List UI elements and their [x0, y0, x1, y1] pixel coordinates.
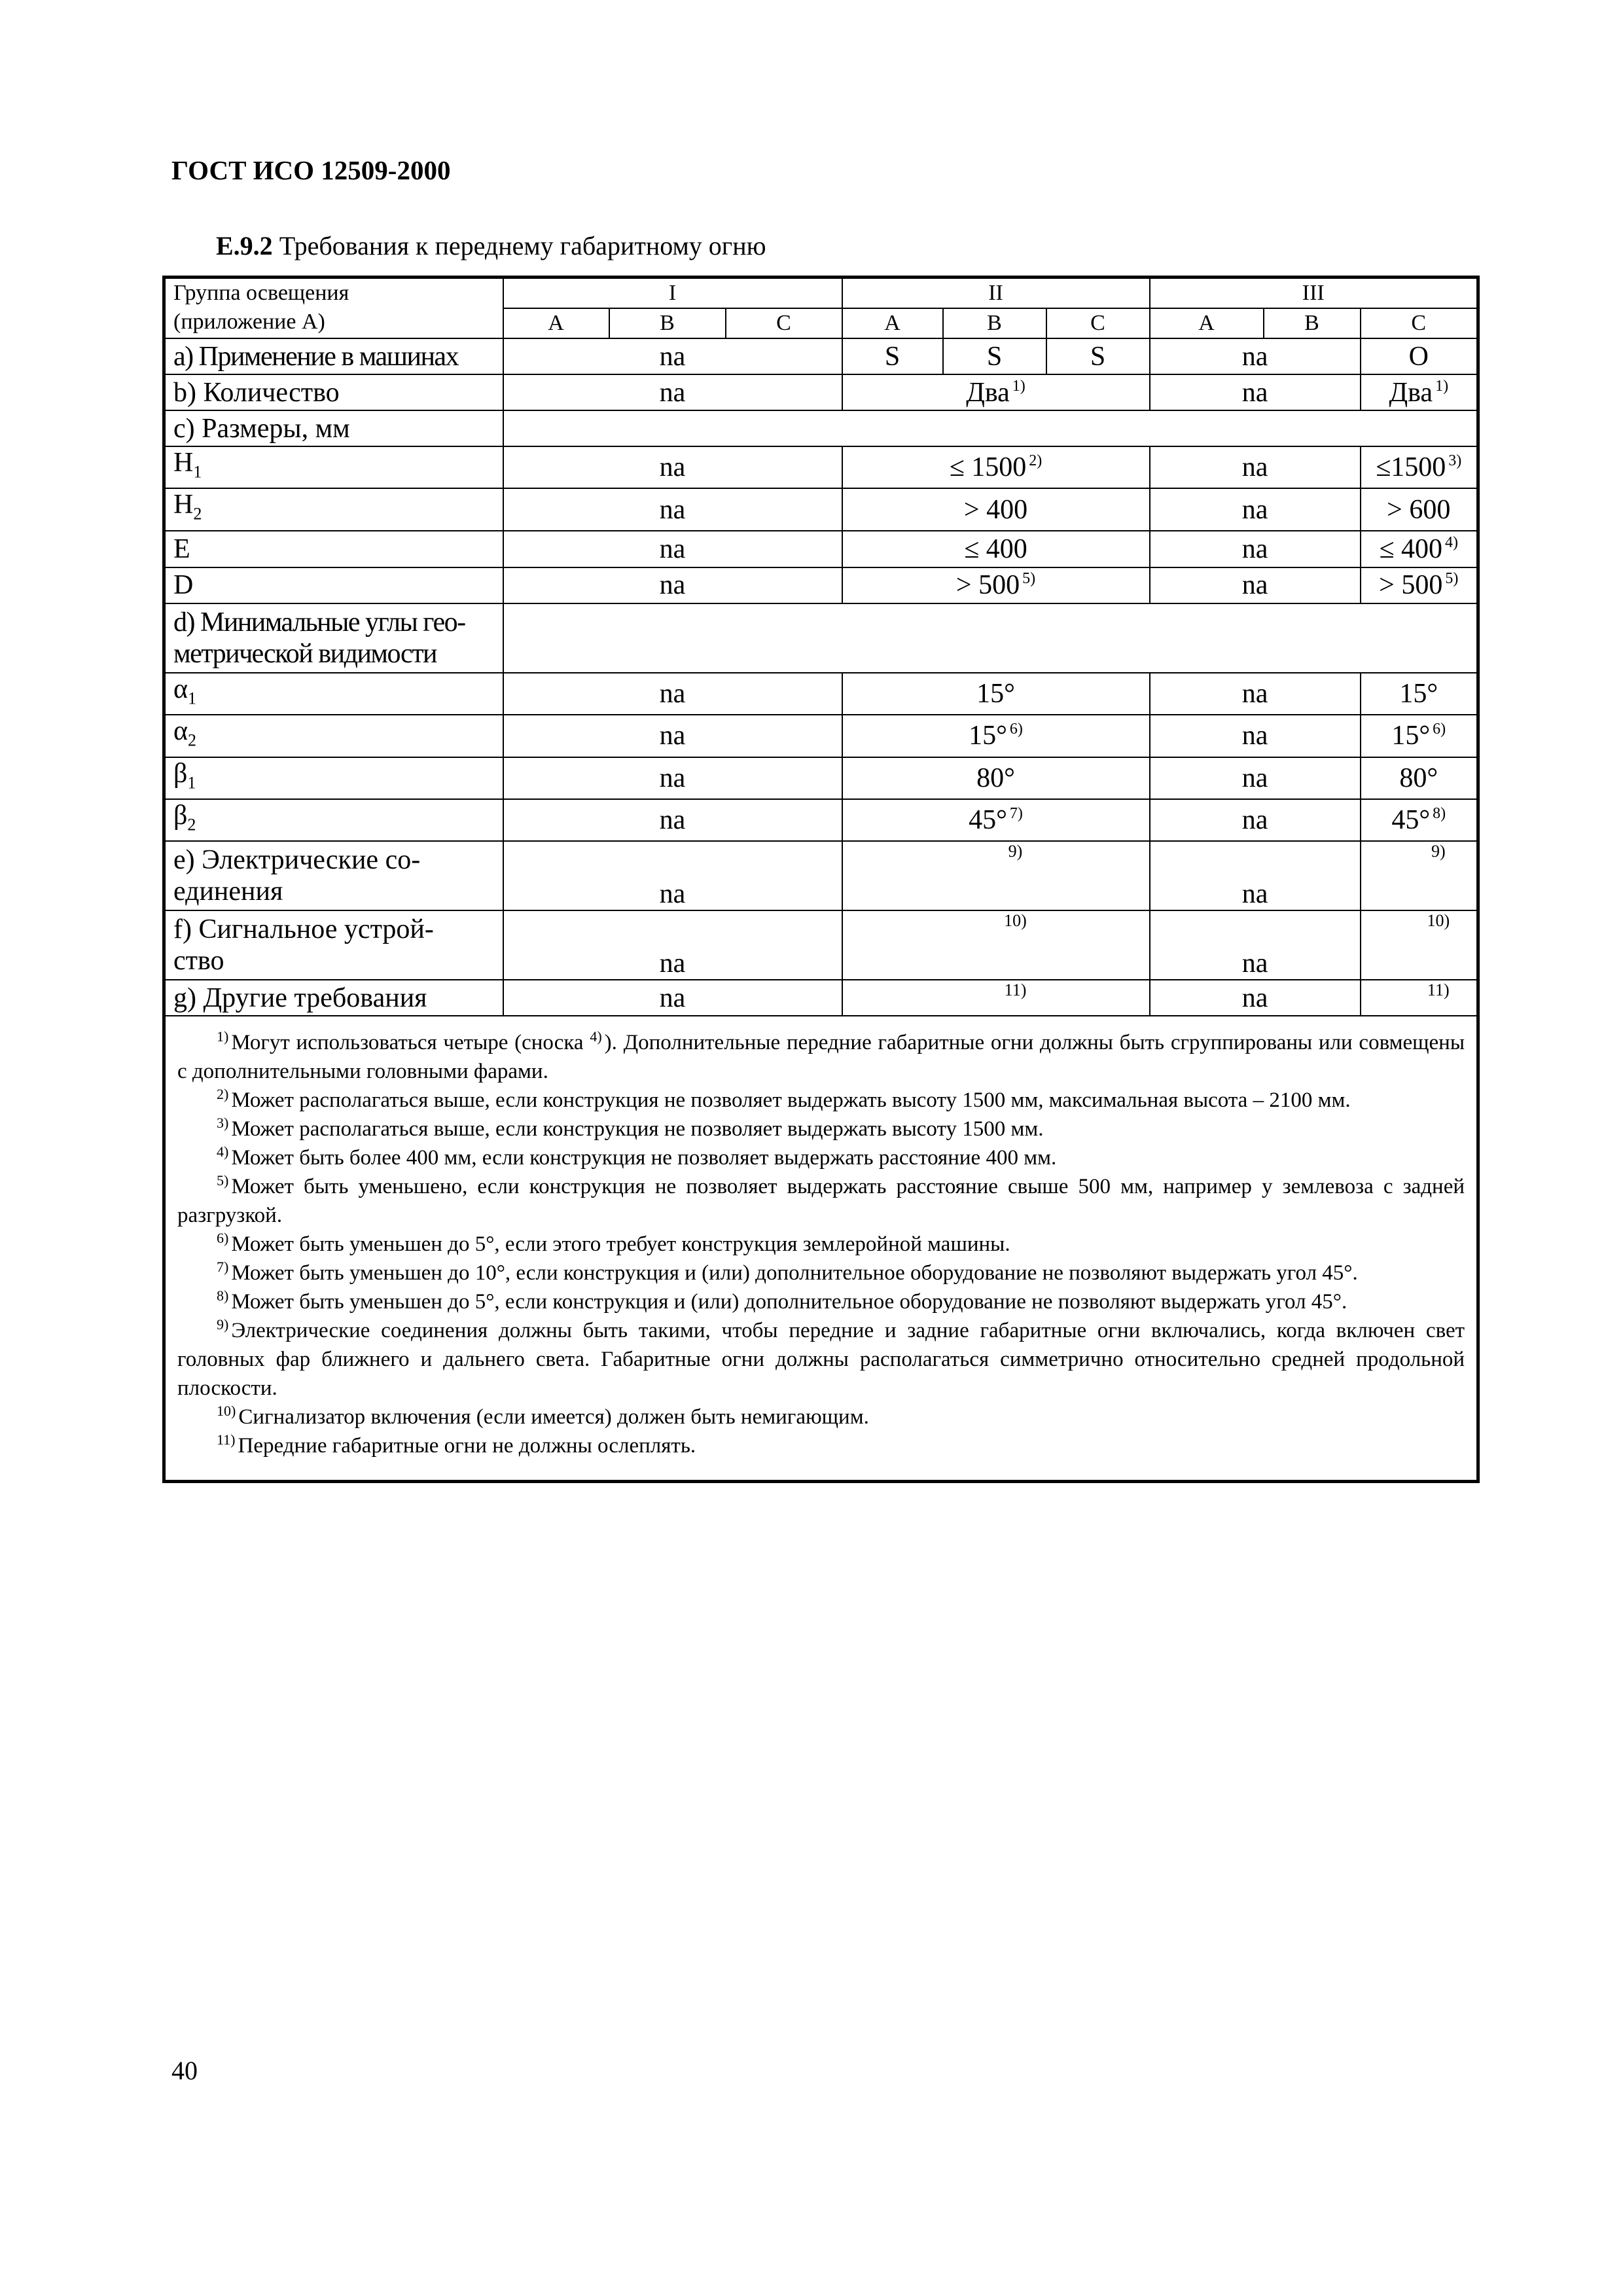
cell-group-3ab: na [1150, 567, 1361, 603]
cell-group-3c [1361, 910, 1478, 980]
cell-group-2b: S [943, 338, 1046, 374]
cell-group-3c: ≤1500 $^{3)}$ [1361, 446, 1478, 488]
cell-group-3c [1361, 980, 1478, 1016]
cell-group-2: Два $^{1)}$ [842, 374, 1150, 410]
footnote-ref: 10) [1427, 911, 1450, 931]
cell-group-3ab: na [1150, 799, 1361, 841]
cell-group-1: na [503, 715, 842, 757]
cell-group-2: 15° [842, 673, 1150, 715]
table-row [164, 980, 1478, 1016]
group-header-3: III [1150, 278, 1478, 309]
cell-group-3c: > 600 [1361, 488, 1478, 530]
table-row [164, 374, 1478, 410]
cell-group-2c: S [1046, 338, 1150, 374]
subgroup-header: C [726, 308, 842, 338]
cell-group-3c: Два $^{1)}$ [1361, 374, 1478, 410]
footnote: $^{11)}$ Передние габаритные огни не должны ослеплять. [217, 1431, 696, 1458]
cell-group-3c: 15° $^{6)}$ [1361, 715, 1478, 757]
cell-group-3c [1361, 841, 1478, 910]
cell-group-1: na [503, 841, 842, 910]
section-number: E.9.2 [216, 231, 273, 260]
cell-group-1: na [503, 757, 842, 799]
footnote: $^{2)}$ Может располагаться выше, если конструкция не позволяет выдержать высоту 1500 мм, максимальная высота – 2100 мм. [217, 1086, 1351, 1113]
table-row [164, 567, 1478, 603]
row-label: b) Количество [164, 374, 503, 410]
group-label-line-1: Группа освещения [173, 281, 349, 305]
row-label: $\alpha_1$ [164, 673, 503, 715]
cell-group-1: na [503, 531, 842, 567]
footnote-ref: 11) [1427, 980, 1450, 1000]
footnote: $^{10)}$ Сигнализатор включения (если имеется) должен быть немигающим. [217, 1403, 869, 1429]
cell-group-3ab: na [1150, 980, 1361, 1016]
cell-group-3ab: na [1150, 488, 1361, 530]
row-label: $\beta_2$ [164, 799, 503, 841]
footnote: $^{5)}$ Может быть уменьшено, если конструкция не позволяет выдержать расстояние свыше 500 мм, например у землевоза с задней разгрузкой. [177, 1172, 1465, 1228]
footnote: $^{3)}$ Может располагаться выше, если конструкция не позволяет выдержать высоту 1500 мм. [217, 1115, 1044, 1141]
cell-group-1: na [503, 673, 842, 715]
table-row [164, 531, 1478, 567]
cell-group-2: 45° $^{7)}$ [842, 799, 1150, 841]
footnote-ref: 1) [1012, 377, 1026, 395]
group-label-line-2: (приложение А) [173, 310, 325, 334]
table-row [164, 910, 1478, 980]
page-number: 40 [171, 2056, 198, 2085]
footnote-ref: 11) [1004, 980, 1027, 1000]
footnote: $^{7)}$ Может быть уменьшен до 10°, если конструкция и (или) дополнительное оборудование не позволяют выдержать угол 45°. [217, 1259, 1358, 1285]
footnote-ref: 6) [1009, 721, 1023, 738]
table-row [164, 446, 1478, 488]
footnote-ref: 5) [1445, 570, 1459, 588]
footnote: $^{6)}$ Может быть уменьшен до 5°, если этого требует конструкция землеройной машины. [217, 1230, 1010, 1257]
empty-span-cell [503, 410, 1478, 446]
row-label: g) Другие требования [164, 980, 503, 1016]
subgroup-header: B [609, 308, 726, 338]
cell-group-2: > 400 [842, 488, 1150, 530]
table-row [164, 757, 1478, 799]
footnote: $^{4)}$ Может быть более 400 мм, если конструкция не позволяет выдержать расстояние 400 мм. [217, 1143, 1057, 1170]
cell-group-2: 80° [842, 757, 1150, 799]
subgroup-header: A [1150, 308, 1264, 338]
footnotes-row [164, 1016, 1478, 1482]
group-label-cell [164, 278, 503, 339]
cell-group-2: ≤ 1500 $^{2)}$ [842, 446, 1150, 488]
table-row [164, 799, 1478, 841]
table-row [164, 841, 1478, 910]
footnote-ref: 2) [1029, 452, 1043, 470]
footnote-ref: 5) [1022, 570, 1036, 588]
cell-group-1: na [503, 980, 842, 1016]
cell-group-3ab: na [1150, 715, 1361, 757]
document-header: ГОСТ ИСО 12509-2000 [171, 155, 451, 185]
table-row [164, 410, 1478, 446]
subgroup-header: B [1264, 308, 1361, 338]
cell-group-1: na [503, 488, 842, 530]
cell-group-2: > 500 $^{5)}$ [842, 567, 1150, 603]
table-row [164, 488, 1478, 530]
cell-group-1: na [503, 799, 842, 841]
row-label: e) Электрические со- единения [164, 841, 503, 910]
table-header-row-groups [164, 278, 1478, 309]
section-title [216, 230, 766, 261]
cell-group-1: na [503, 338, 842, 374]
cell-group-1: na [503, 374, 842, 410]
cell-group-3c: > 500 $^{5)}$ [1361, 567, 1478, 603]
footnote: $^{1)}$ Могут использоваться четыре (сноска $^{4)}$ ). Дополнительные передние габаритные огни должны быть сгруппированы или совмещены с дополнительными головными фарами. [177, 1028, 1465, 1084]
subgroup-header: B [943, 308, 1046, 338]
subgroup-header: C [1046, 308, 1150, 338]
row-label: f) Сигнальное устрой- ство [164, 910, 503, 980]
subgroup-header: C [1361, 308, 1478, 338]
row-label: $\beta_1$ [164, 757, 503, 799]
cell-group-3ab: na [1150, 374, 1361, 410]
cell-group-3c: 15° [1361, 673, 1478, 715]
subgroup-header: A [503, 308, 609, 338]
cell-group-1: na [503, 446, 842, 488]
footnotes-cell [164, 1016, 1478, 1482]
subgroup-header: A [842, 308, 943, 338]
row-label: a) Применение в машинах [164, 338, 503, 374]
footnote-ref: 4) [1445, 533, 1459, 551]
section-title-text: Требования к переднему габаритному огню [279, 231, 766, 260]
footnote-ref: 10) [1004, 911, 1027, 931]
cell-group-3c: 80° [1361, 757, 1478, 799]
cell-group-2 [842, 910, 1150, 980]
footnote: $^{8)}$ Может быть уменьшен до 5°, если конструкция и (или) дополнительное оборудование не позволяют выдержать угол 45°. [217, 1287, 1347, 1314]
cell-group-3ab: na [1150, 757, 1361, 799]
row-label: $\alpha_2$ [164, 715, 503, 757]
footnote: $^{9)}$ Электрические соединения должны быть такими, чтобы передние и задние габаритные огни включались, когда включен свет головных фар ближнего и дальнего света. Габаритные огни должны располагаться симметрично относительно средней продольной плоскости. [177, 1316, 1465, 1401]
cell-group-3c: O [1361, 338, 1478, 374]
cell-group-3ab: na [1150, 446, 1361, 488]
cell-group-3c: ≤ 400 $^{4)}$ [1361, 531, 1478, 567]
row-label: c) Размеры, мм [164, 410, 503, 446]
group-header-1: I [503, 278, 842, 309]
table-row [164, 715, 1478, 757]
footnote-ref: 1) [1435, 377, 1449, 395]
cell-group-3c: 45° $^{8)}$ [1361, 799, 1478, 841]
table-row [164, 338, 1478, 374]
cell-group-2: 15° $^{6)}$ [842, 715, 1150, 757]
footnote-ref: 9) [1431, 842, 1446, 861]
group-header-2: II [842, 278, 1150, 309]
row-label: d) Минимальные углы гео- метрической видимости [164, 603, 503, 673]
cell-group-3ab: na [1150, 673, 1361, 715]
footnote-ref: 6) [1433, 721, 1446, 738]
cell-group-1: na [503, 910, 842, 980]
table-row [164, 673, 1478, 715]
cell-group-3ab: na [1150, 338, 1361, 374]
cell-group-1: na [503, 567, 842, 603]
cell-group-3ab: na [1150, 910, 1361, 980]
cell-group-2 [842, 980, 1150, 1016]
row-label: D [164, 567, 503, 603]
cell-group-2 [842, 841, 1150, 910]
row-label: $H_1$ [164, 446, 503, 488]
row-label: $H_2$ [164, 488, 503, 530]
cell-group-2: ≤ 400 [842, 531, 1150, 567]
cell-group-3ab: na [1150, 531, 1361, 567]
cell-group-3ab: na [1150, 841, 1361, 910]
requirements-table [162, 276, 1480, 1483]
table-row [164, 603, 1478, 673]
empty-span-cell [503, 603, 1478, 673]
footnote-ref: 9) [1008, 842, 1023, 861]
footnote-ref: 7) [1009, 805, 1023, 823]
cell-group-2a: S [842, 338, 943, 374]
footnote-ref: 3) [1448, 452, 1462, 470]
row-label: E [164, 531, 503, 567]
footnote-ref: 8) [1433, 805, 1446, 823]
